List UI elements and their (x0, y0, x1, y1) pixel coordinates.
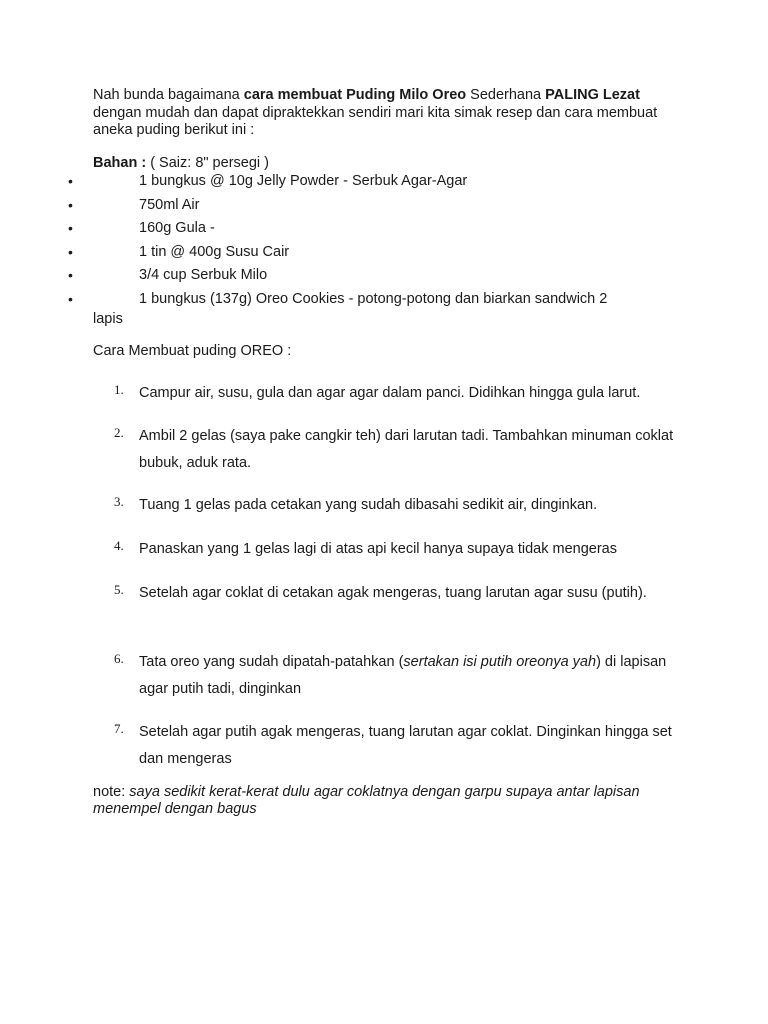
intro-text: dengan mudah dan dapat dipraktekkan sendiri mari kita simak resep dan cara membuat aneka puding berikut ini : (93, 104, 658, 138)
bullet-icon: • (68, 243, 73, 260)
ingredient-continuation: lapis (93, 311, 123, 327)
step-text-part: Tata oreo yang sudah dipatah-patahkan ( (139, 654, 404, 670)
ingredient-list (0, 171, 768, 312)
step-text-part: ) di lapisan agar putih tadi, dinginkan (139, 654, 667, 697)
step-number: 3. (114, 494, 124, 509)
step-number: 1. (114, 382, 124, 397)
list-item (0, 242, 768, 266)
bullet-icon: • (68, 220, 73, 236)
intro-text: Nah bunda bagaimana (93, 87, 244, 103)
step-text: Tuang 1 gelas pada cetakan yang sudah dibasahi sedikit air, dinginkan. (139, 497, 598, 513)
step-text: Campur air, susu, gula dan agar agar dalam panci. Didihkan hingga gula larut. (139, 385, 641, 401)
bullet-icon: • (68, 267, 73, 283)
step-text-italic: sertakan isi putih oreonya yah (403, 654, 597, 670)
bullet-icon: • (68, 290, 73, 307)
ingredient-text: 3/4 cup Serbuk Milo (139, 267, 268, 283)
list-item (0, 195, 768, 219)
note-text: saya sedikit kerat-kerat dulu agar coklatnya dengan garpu supaya antar lapisan menempel dengan bagus (93, 784, 640, 817)
list-item (0, 265, 768, 289)
intro-bold-title: cara membuat Puding Milo Oreo (243, 87, 467, 103)
step-number: 7. (114, 721, 124, 736)
ingredient-text: 1 tin @ 400g Susu Cair (139, 243, 290, 260)
ingredient-text: 750ml Air (139, 196, 200, 213)
cara-heading: Cara Membuat puding OREO : (93, 343, 292, 359)
ingredient-text: 160g Gula - (139, 220, 215, 236)
step-text: Setelah agar putih agak mengeras, tuang larutan agar coklat. Dinginkan hingga set dan mengeras (139, 724, 672, 767)
step-text: Ambil 2 gelas (saya pake cangkir teh) dari larutan tadi. Tambahkan minuman coklat bubuk, aduk rata. (139, 428, 674, 471)
step-text (139, 649, 699, 702)
bullet-icon: • (68, 196, 73, 213)
step-number: 4. (114, 538, 124, 553)
bahan-size: ( Saiz: 8" persegi ) (146, 155, 269, 171)
list-item (0, 218, 768, 242)
step-text: Panaskan yang 1 gelas lagi di atas api kecil hanya supaya tidak mengeras (139, 541, 617, 557)
intro-paragraph (93, 87, 683, 140)
ingredient-text: 1 bungkus (137g) Oreo Cookies - potong-potong dan biarkan sandwich 2 (139, 290, 608, 307)
bullet-icon: • (68, 173, 73, 189)
note-label: note: (93, 784, 130, 800)
list-item (0, 171, 768, 195)
bahan-heading (93, 154, 269, 172)
step-number: 2. (114, 425, 124, 440)
ingredient-text: 1 bungkus @ 10g Jelly Powder - Serbuk Agar-Agar (139, 173, 468, 189)
step-number: 6. (114, 651, 124, 666)
step-text: Setelah agar coklat di cetakan agak mengeras, tuang larutan agar susu (putih). (139, 585, 647, 601)
intro-bold-lezat: PALING Lezat (545, 87, 640, 103)
bahan-label: Bahan : (93, 155, 147, 171)
note-paragraph (93, 784, 673, 818)
intro-text: Sederhana (466, 87, 546, 103)
step-number: 5. (114, 582, 124, 597)
